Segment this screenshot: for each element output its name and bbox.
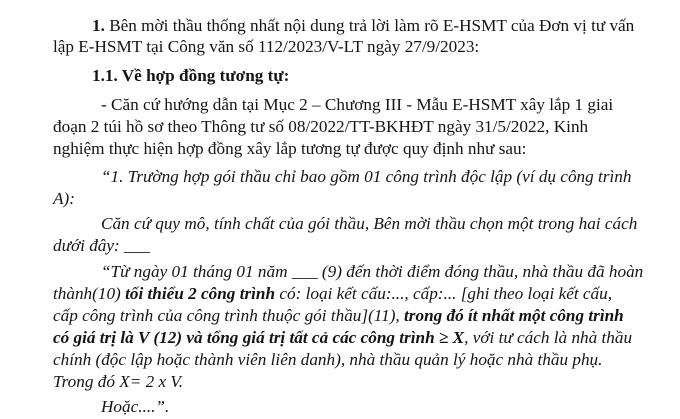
- from-line2-a: thành(10): [53, 284, 126, 303]
- para-line1: - Căn cứ hướng dẫn tại Mục 2 – Chương III - Mẫu E-HSMT xây lắp 1 giai: [101, 95, 614, 114]
- quote-from-line1: “Từ ngày 01 tháng 01 năm ___ (9) đến thời điểm đóng thầu, nhà thầu đã hoàn: [101, 262, 644, 281]
- from-line4-bold: có giá trị là V (12) và tổng giá trị tất cả các công trình ≥ X: [53, 328, 465, 347]
- from-line3-bold: trong đó ít nhất một công trình: [404, 306, 624, 325]
- section-heading: 1.1. Về hợp đồng tương tự:: [92, 66, 290, 85]
- quote-case1-line1: “1. Trường hợp gói thầu chỉ bao gồm 01 công trình độc lập (ví dụ công trình: [101, 167, 632, 186]
- quote-choose-line1: Căn cứ quy mô, tính chất của gói thầu, Bên mời thầu chọn một trong hai cách: [101, 214, 638, 233]
- quote-from-line5: chính (độc lập hoặc thành viên liên danh), nhà thầu quản lý hoặc nhà thầu phụ.: [53, 350, 603, 369]
- quote-from-line4: [53, 328, 632, 348]
- item1-text: Bên mời thầu thống nhất nội dung trả lời làm rõ E-HSMT của Đơn vị tư vấn: [104, 16, 635, 35]
- item1-line2: lập E-HSMT tại Công văn số 112/2023/V-LT ngày 27/9/2023:: [53, 37, 480, 56]
- from-line2-c: có: loại kết cấu:..., cấp:... [ghi theo loại kết cấu,: [275, 284, 613, 303]
- quote-case1-line2: A):: [53, 189, 75, 208]
- para-line2: đoạn 2 túi hồ sơ theo Thông tư số 08/2022/TT-BKHĐT ngày 31/5/2022, Kinh: [53, 117, 589, 136]
- quote-choose-line2: dưới đây: ___: [53, 236, 150, 255]
- quote-from-line6: Trong đó X= 2 x V.: [53, 372, 184, 391]
- from-line3-a: cấp công trình của công trình thuộc gói thầu](11),: [53, 306, 405, 325]
- quote-from-line3: [53, 306, 624, 326]
- item1-number: 1.: [92, 16, 105, 35]
- quote-from-line2: [53, 284, 612, 304]
- from-line2-bold: tối thiểu 2 công trình: [125, 284, 276, 303]
- para-line3: nghiệm thực hiện hợp đồng xây lắp tương tự được quy định như sau:: [53, 139, 527, 158]
- quote-or-line: Hoặc....”.: [101, 397, 170, 416]
- from-line4-b: , với tư cách là nhà thầu: [464, 328, 633, 347]
- item1-line1: [92, 16, 634, 36]
